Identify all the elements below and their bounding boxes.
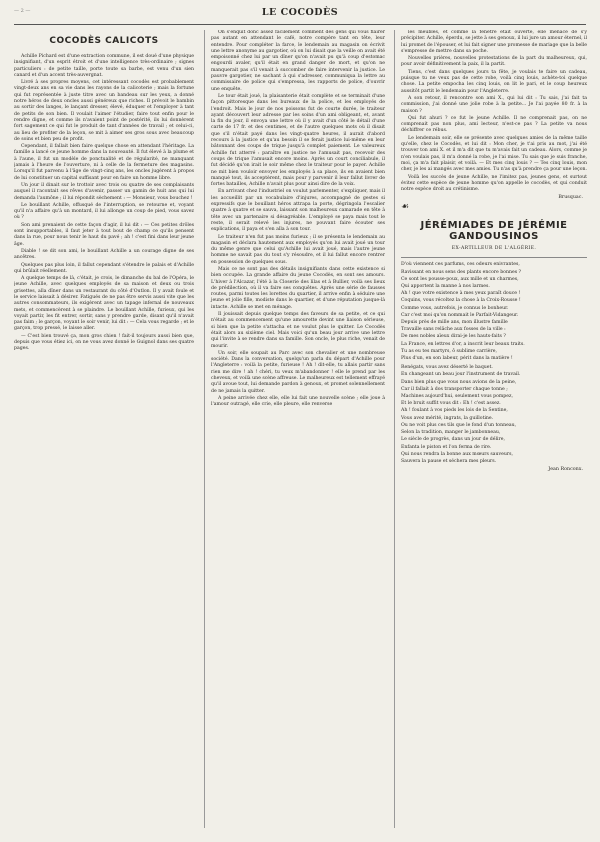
verse-line: Vous avez mérité, ingrats, la guillotine. xyxy=(401,415,494,421)
verse-line: Le siècle de progrès, dans un jour de délire, xyxy=(401,437,505,443)
paragraph: Cependant, il fallait bien faire quelque chose en attendant l'héritage. La famille a lancé ce jeune homme dans la nouveauté. Il fut élevé à la plume et à l'aune, il fut un modèle de ponctualité et de régularité, ne manquant jamais à l'heure de l'ouverture, ni à celle de la fermeture des magasins. Lorsqu'il fut parvenu à l'âge de vingt-cinq ans, les oncles jugèrent à propos de lui constituer un capital suffisant pour en faire un homme libre. xyxy=(14,144,194,181)
verse-line: Depuis près de mille ans, mon illustre famille xyxy=(401,320,508,326)
verse-line: Car il fallait à dos transporter chaque tonne ; xyxy=(401,386,508,392)
article-title: COCODÈS CALICOTS xyxy=(49,36,159,46)
paragraph: Il jouissait depuis quelque temps des faveurs de sa petite, et ce qui n'était au commencement qu'une amourette devint une liaison sérieuse, si bien que la petite s'attacha et ne voulut plus le quitter. Le Cocodès était alors au sixième ciel. Mais voici qu'un beau jour arrive une lettre qui l'invite à se rendre dans sa famille. Son oncle, le plus riche, venait de mourir. xyxy=(211,312,385,349)
newspaper-title: LE COCODÈS xyxy=(261,7,339,18)
verse-line: Et le bruit suffit vous dit : Eh ! c'est assez. xyxy=(401,401,501,407)
divider xyxy=(401,257,587,258)
paragraph: On s'enquit donc assez facilement comment des gens qui vous flairer pas autant en attendant le café, notre compère tant en tête, leur entendre. Pour compléter la farce, le lendemain au magasin on écrivit une lettre anonyme au gargotier, où on lui disait que la veille on avait été empoisonné chez lui par un dîner qu'on n'avait pu qu'à coup d'estomac engourdi avaler, qu'il était en grand danger de mort, et qu'on ne manquerait pas s'il venait à succomber de faire intervenir la justice. Le pauvre gargotier, ne sachant à qui s'adresser, communiqua la lettre au commissaire de police qui s'empressa, les rapports de police, d'ouvrir une enquête. xyxy=(211,30,385,92)
verse-line: Travaille sans relâche aux fosses de la ville : xyxy=(401,327,506,333)
verse-line: Ou ne voit plus ces tils que le fond d'un tonneau, xyxy=(401,422,517,428)
column-1 xyxy=(14,30,194,828)
poem-signature: Jean Ronconx. xyxy=(548,467,583,473)
paragraph: A son retour, il rencontre son ami X., qui lui dit : Tu sais, j'ai fait ta commission, j'ai donné une jolie robe à la petite... Je l'ai payée 80 fr. à la maison ? xyxy=(401,95,587,114)
paragraph: Le lendemain soir, elle se présente avec quelques amies de la même taille qu'elle, chez le Cocodès, et lui dit : Mon cher, je t'ai pris au mot, j'ai été trouver ton ami X. et il m'a dit que tu m'avais fait un cadeau. Alors, comme je n'en voulais pas, il m'a donné la robe, je l'ai mise. Tu sais que je suis franche, moi, ça m'a fait plaisir, et voilà. — Et mes cinq louis ? — Tes cinq louis, mon cher, je les ai mangés avec mes amies. Tu n'as qu'à prendre ça pour une leçon. xyxy=(401,135,587,173)
poem-body xyxy=(401,262,587,465)
article-body-col2 xyxy=(211,30,385,409)
verse-line: Plus d'un, en son labeur, périt dans la matière ! xyxy=(401,356,513,362)
paragraph: Un soir, elle soupait au Parc avec son chevalier et une nombreuse société. Dans la conversation, quelqu'un parla du départ d'Achille pour l'Angleterre : voilà la petite, furieuse ! Ah ! dit-elle, tu allais partir sans rien me dire ! ah ! chéri, tu veux m'abandonner ! elle le prend par les cheveux, et voilà une scène affreuse. Le malheureux est tellement effrayé qu'il avoue tout, lui demande pardon à genoux, et promet solennellement de ne jamais la quitter. xyxy=(211,350,385,394)
poem-title: JÉRÉMIADES DE JÉRÉMIE GANDOUSINOS xyxy=(420,220,568,243)
verse-line: Qui nous rendra la bonne aux mœurs sauveurs, xyxy=(401,451,513,457)
verse-line: De mes nobles aïeux dirai-je les hauts-faits ? xyxy=(401,334,506,340)
paragraph: Nouvelles prières, nouvelles protestations de la part du malheureux, qui, pour avoir définitivement la paix, il la partit. xyxy=(401,56,587,68)
verse-line: Qui apportent la manne à nos larmes. xyxy=(401,284,490,290)
verse-line: Tu as eu tes martyrs, ô sublime carrière, xyxy=(401,348,497,354)
paragraph: Achille Pichard est d'une extraction commune, il est doué d'une physique insignifiant, d'un esprit étroit et d'une intelligence très-ordinaire ; signes particuliers : de petite taille, porte toute sa barbe, est venu d'un sien canard et d'un accent très-auvergnat. xyxy=(14,54,194,78)
poem-subtitle: EX-ARTILLEUR DE L'ALGÉRIE. xyxy=(451,246,537,252)
verse-line: Ah ! foulant à vos pieds les lois de la Sentine, xyxy=(401,408,508,414)
paragraph: A peine arrivée chez elle, elle lui fait une nouvelle scène ; elle joue à l'amour outragé, elle crie, elle pleure, elle renverse xyxy=(211,395,385,408)
paragraph: Le traiteur n'en fut pas moins furieux ; il se présenta le lendemain au magasin et déclara hautement aux employés qu'on lui avait joué un tour du même genre que celui qu'Achille lui avait joué, mais l'autre jeune homme ne savait pas du tout s'y résoudre, et il lui fallut encore rentrer en possession de quelques sous. xyxy=(211,234,385,265)
verse-line: Ce sont les pousse-poux, aux mille et un charmes, xyxy=(401,276,519,282)
paragraph: Livré à ses propres moyens, cet intéressant cocodès est probablement vingt-deux ans en sa vie dans les rayons de la calicoterie ; mais la fortune qui fut représentée à juste titre avec un bandeau sur les yeux, a donné notre héros de deux oncles aussi généreux que riches. Il prévoit le bambin au sortir des langes, le lançant dresser, élevé, éduquer et l'employer à tant de petits de son bien. Il voulait l'aimer l'étudier, faire tout enfin pour le rendre digne, et comme ils n'avaient point de postérité, ils lui donnèrent fort sagement ce qui fut le produit de tant d'années de travail ; et celui-ci, au lieu de profiter de la leçon, se mit à aimer ses gros sous avec beaucoup de soins et bien peu de profit. xyxy=(14,80,194,142)
verse-line: Dans bien plus que vous nous avions de la peine, xyxy=(401,379,517,385)
masthead xyxy=(14,6,586,25)
paragraph: Un jour il dinait sur le trottoir avec trois ou quatre de ses complaisants auquel il racontait ses rêves d'avenir, passer un gamin de huit ans qui lui demanda l'aumône ; il lui répondit sèchement : — Monsieur, vous bouchez ! xyxy=(14,182,194,201)
paragraph: Diable ! se dit son ami, le bouillant Achille a un courage digne de ses ancêtres. xyxy=(14,248,194,261)
paragraph: Voilà les succès de jeune Achille, ne l'imitez pas, jeunes gens, et surtout évitez cette espèce de jeune homme qu'on appelle le cocodès, et qui conduit notre espèce droit au crétinisme. xyxy=(401,174,587,193)
verse-line: Ah ! que votre existence à mes yeux paraît douce ! xyxy=(401,291,521,297)
verse-line: Renégats, vous avez déserté le baquet. xyxy=(401,365,493,371)
article-body-col3 xyxy=(401,30,587,193)
verse-line: Car c'est moi qu'on nommait le Parfait-Vidangeur. xyxy=(401,312,519,318)
paragraph: Le tour était joué, la plaisanterie était complète et se terminait d'une façon pittoresque dans les bureaux de la police, et les employés de l'endroit. Mais le jour de nos poissons fut de courte durée, le traiteur ayant découvert leur adresse par les soins d'un ami obligeant, et, avant la fin du jour, il envoya une lettre où il y avait d'un côté le détail d'une carte de 17 fr. et des centimes, et de l'autre quelques mots où il disait que s'il n'était payé dans les vingt-quatre heures, il aurait d'abord recours à la justice et qu'au besoin il se ferait justice lui-même en leur bâtonnant des coups de trique jusqu'à complet paiement. Le valeureux Achille fut atterré : paraître en justice ne l'amusait pas, recevoir des coups de trique l'amusait encore moins. Après un court conciliabule, il fut décidé qu'on irait le soir même chez le traiteur pour le payer. Achille ne mit bien vouloir envoyer les employés à sa place, ils en avaient bien manqué tout, ils acceptèrent, mais pour y parvenir il leur fallut livrer de fortes batailles, Achille n'avait plus pour ainsi dire de la voix. xyxy=(211,93,385,188)
fleuron-ornament: ☙ xyxy=(401,202,410,213)
verse-line: Comme vous, autrefois, je connus le bonheur. xyxy=(401,305,509,311)
paragraph: Qui fut ahuri ? ce fut le jeune Achille. Il ne comprenait pas, on ne comprenait pas non plus, ami lecteur, n'est-ce pas ? La petite va nous déchiffrer ce rébus. xyxy=(401,115,587,134)
verse-line: Sauvera la pause et séchera mes pleurs. xyxy=(401,458,497,464)
verse-line: En changeant un beau jour l'instrument de travail. xyxy=(401,372,521,378)
paragraph: A quelque temps de là, c'était, je crois, le dimanche du bal de l'Opéra, le jeune Achille, avec quelques employés de sa maison et deux ou trois grisettes, alla dîner dans un restaurant du côté d'Outlon. Il y avait foule et le service laissait à désirer. Fatigués de ne pas être servis aussi vite que les autres consommateurs, ils exigèrent avec un tapage infernal de nouveaux mets, et commencèrent à se plaindre. Le bouillant Achille, furieux, qui les voyait partir, les fit entrer, sortir, sans y prendre garde, disant qu'il n'avait pas faim ; le garçon, voyant le soir venir, lui dit : — Cela vous regarde ; et le garçon, trop pressé, le laisse aller. xyxy=(14,276,194,332)
paragraph: Tiens, c'est dans quelques jours ta fête, je voulais te faire un cadeau, puisque tu ne veux pas de cette robe, voilà cinq louis, achète-toi quelque chose. La petite empocha les cinq louis, on lit le pari, et le coup heureux aussitôt partit le lendemain pour l'Angleterre. xyxy=(401,69,587,94)
article-signature: Brusquac. xyxy=(558,195,583,201)
verse-line: D'où viennent ces parfums, ces odeurs enivrantes, xyxy=(401,262,520,268)
paragraph: — C'est bien trouvé ça, mon gros chien ! fait-il toujours aussi bien que, depuis que vous étiez ici, on ne vous avez donné le Guignol dans ses quatre pages. xyxy=(14,333,194,352)
verse-line: Coquins, vous récoltez la chose à la Croix-Rousse ! xyxy=(401,298,521,304)
paragraph: Mais ce ne sont pas des détails insignifiants dans cette existence si bien occupée. La grande affaire du jeune Cocodès, en sont ses amours. L'hiver à l'Alcazar, l'été à la Closerie des lilas et à Bullier, voilà ses lieux de prédilection, où il va faire ses conquêtes. Après une série de fausses routes, parmi toutes les lorettes du quartier, il arrive enfin à séduire une jeune et jolie fille, modiste dans le quartier, et d'une réputation jusque-là intacte. Achille se met en ménage. xyxy=(211,266,385,310)
paragraph: Son ami prenaient de cette façon d'agir, il lui dit : — Ces petites drôles sont insupportables, il faut jeter à tout bout de champ ce qu'ils pensent dans la rue, pour nous tenir le haut du pavé ; ah ! c'est fini dans leur jeune âge. xyxy=(14,222,194,247)
verse-line: Selon la tradition, manger le jambonneau, xyxy=(401,430,501,436)
column-3 xyxy=(394,30,587,828)
paragraph: Le bouillant Achille, offusqué de l'interruption, se retourne et, voyant qu'il n'a affaire qu'à un montard, il lui allonge un coup de pied, vous savez où ? xyxy=(14,202,194,221)
paragraph: les meubles, et comme la fenêtre était ouverte, elle menace de s'y précipiter. Achille, éperdu, se jette à ses genoux, il lui jure un amour éternel, il lui promet de l'épouser, et lui fait signer une promesse de mariage que la belle s'empresse de mettre dans sa poche. xyxy=(401,30,587,54)
verse-line: La France, en lettres d'or, a inscrit leur beaux traits. xyxy=(401,341,525,347)
verse-line: Enfanta le piston et l'on ferma de rire. xyxy=(401,444,492,450)
article-body-col1 xyxy=(14,54,194,353)
column-2 xyxy=(204,30,385,828)
paragraph: En arrivant chez l'industriel on voulut parlementer, s'expliquer, mais il les accueillit par un vocabulaire d'injures, accompagné de gestes si expressifs que le bouillant héros attrapa la porte, dégringola l'escalier quatre à quatre et se sauva, laissant son malheureux camarade en tête à tête avec un partenaire si désagréable. L'employé se paya mais tout le reste, il serait relevé les injures, ne pouvant faire écouter ses explications, il paya et s'en alla à son tour. xyxy=(211,189,385,233)
page-ref: — 2 — xyxy=(14,8,31,14)
verse-line: Ravissant en nous sens des plants encore bonnes ? xyxy=(401,269,522,275)
paragraph: Quelques pas plus loin, il fallut cependant s'étendre le palais et d'Achille qui brûlait réellement. xyxy=(14,262,194,274)
verse-line: Machines aujourd'hui, seulement vous pompez, xyxy=(401,394,513,400)
